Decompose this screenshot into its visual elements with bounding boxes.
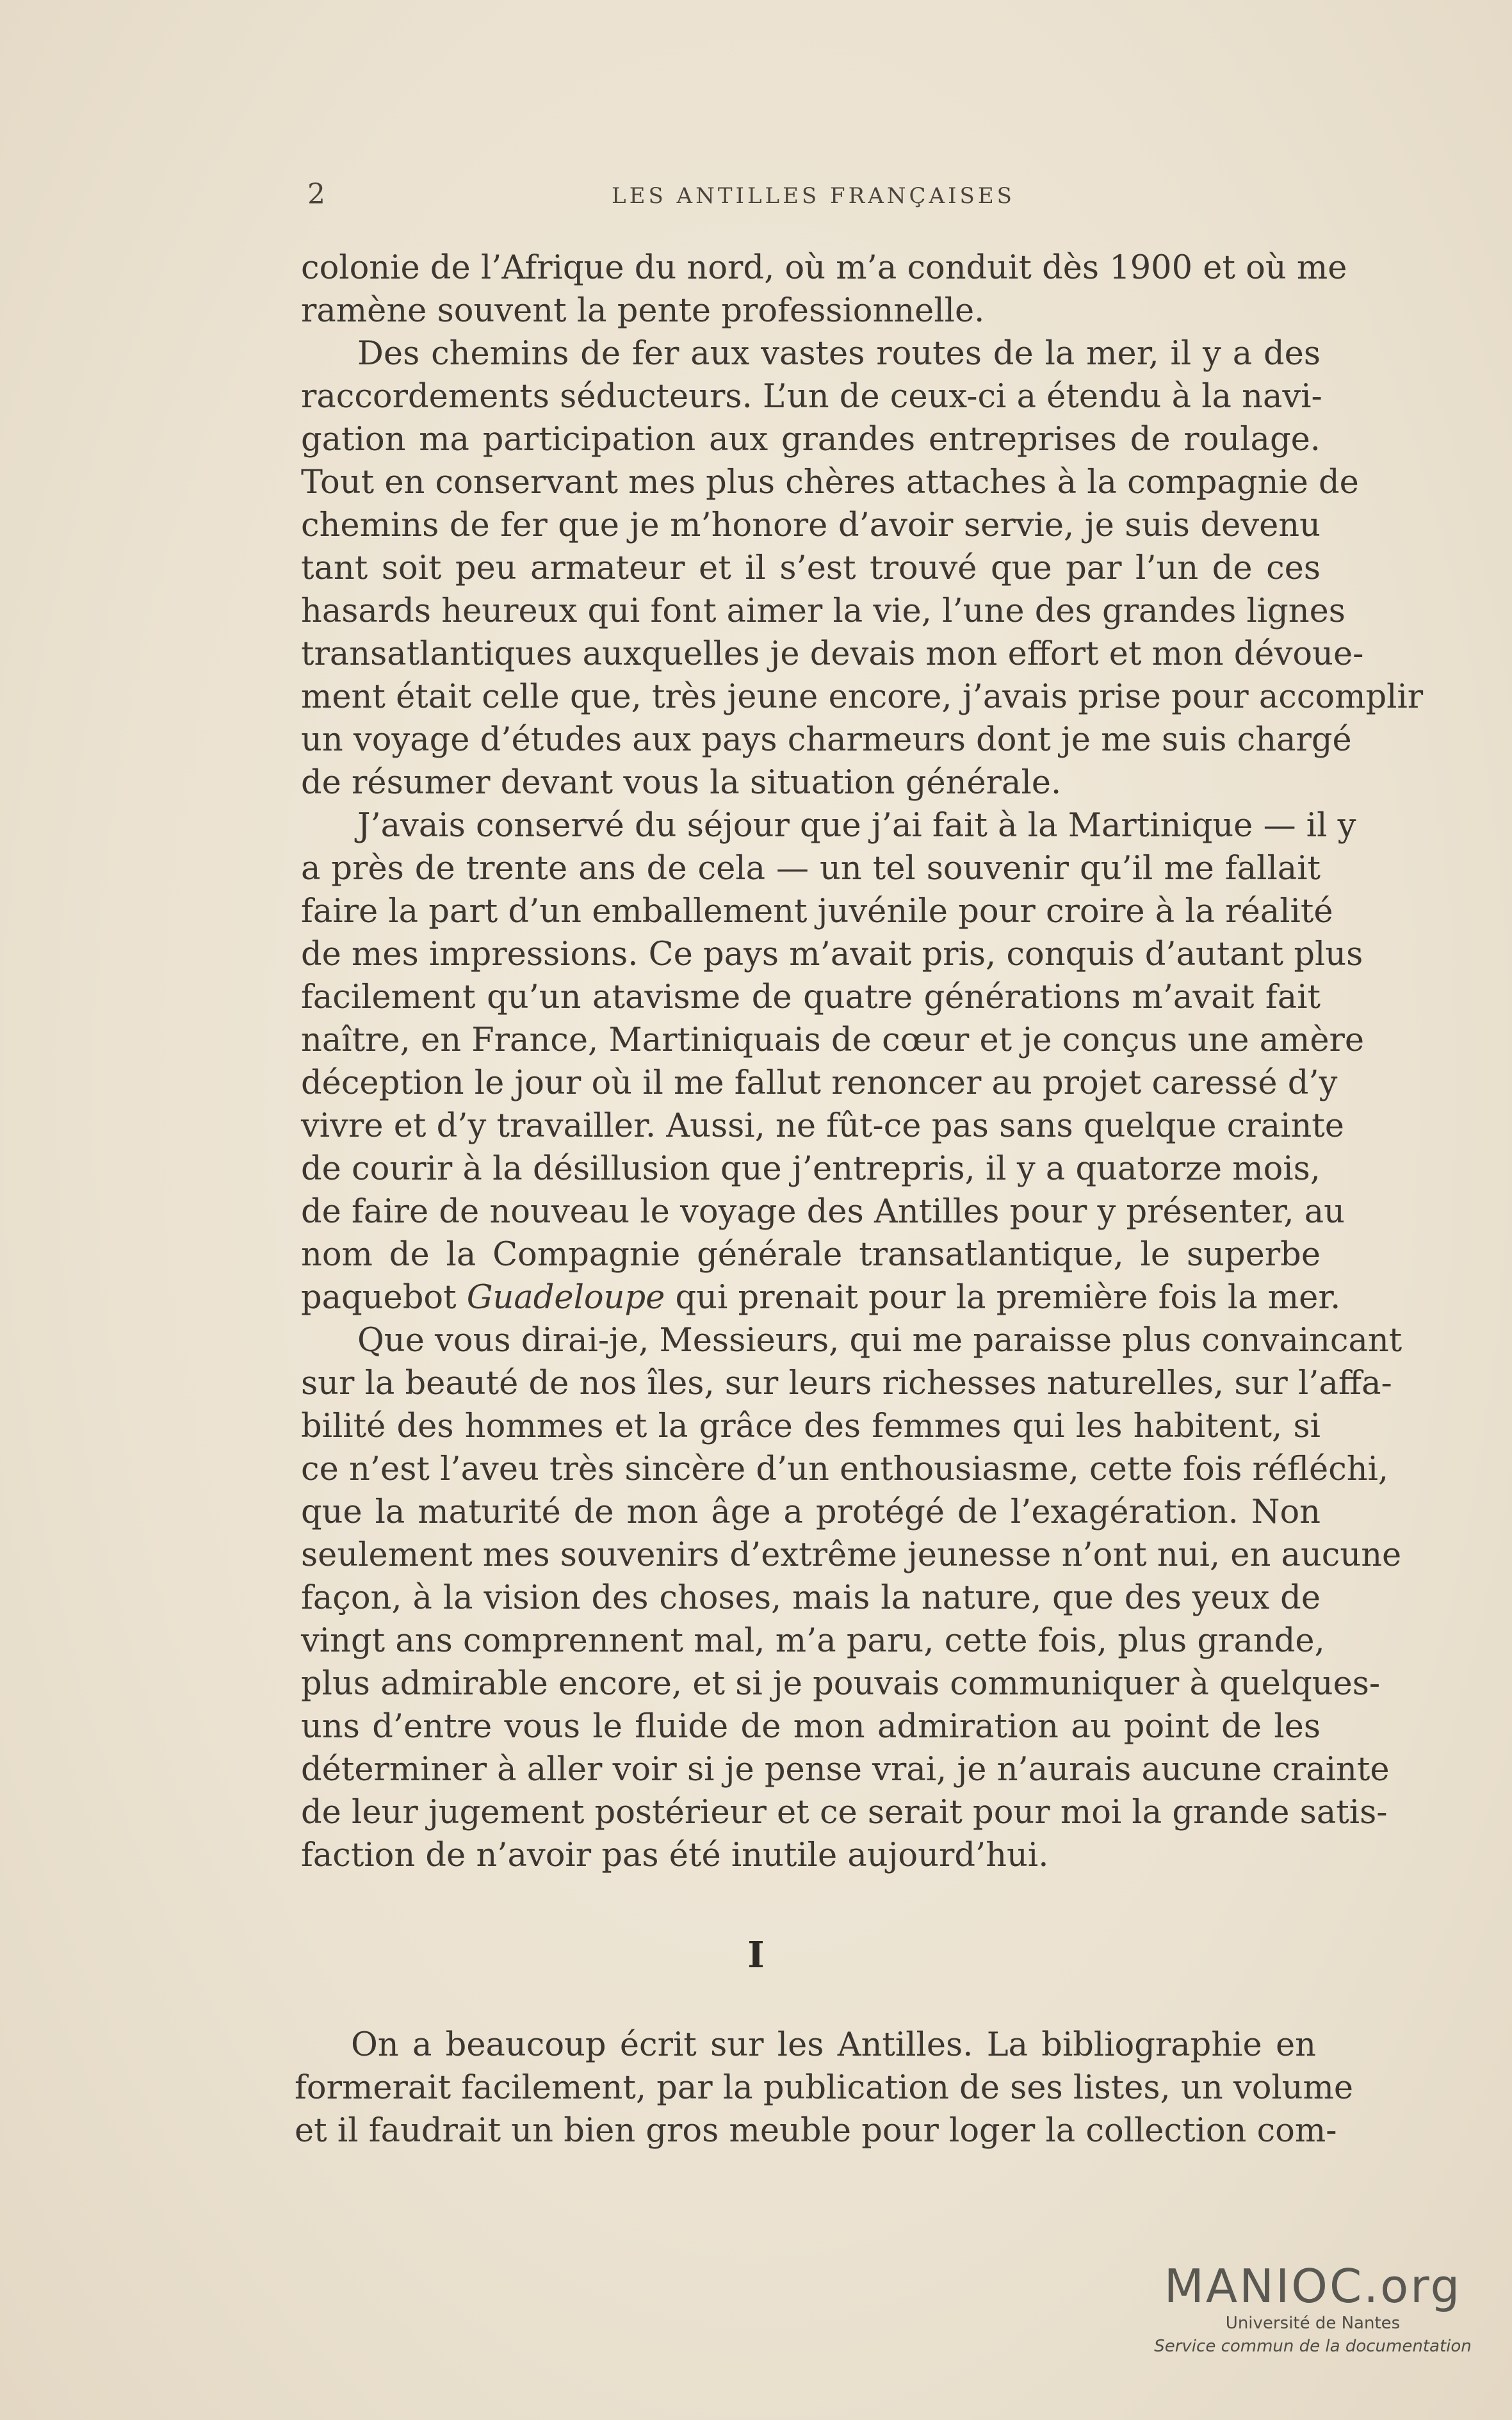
text-segment: paquebot: [301, 1279, 457, 1317]
text-line: façon, à la vision des choses, mais la nature, que des yeux de: [301, 1579, 1321, 1617]
text-line: plus admirable encore, et si je pouvais communiquer à quelques-: [301, 1665, 1381, 1703]
text-line: ment était celle que, très jeune encore, j’avais prise pour accomplir: [301, 678, 1424, 716]
text-line: et il faudrait un bien gros meuble pour loger la collection com-: [295, 2112, 1337, 2150]
section-heading: I: [747, 1934, 765, 1976]
text-line: nom de la Compagnie générale transatlantique, le superbe: [301, 1236, 1321, 1274]
text-line: de mes impressions. Ce pays m’avait pris, conquis d’autant plus: [301, 936, 1363, 973]
text-line: formerait facilement, par la publication de ses listes, un volume: [295, 2069, 1354, 2107]
text-line: ce n’est l’aveu très sincère d’un enthousiasme, cette fois réfléchi,: [301, 1450, 1389, 1488]
page-header: [307, 178, 1319, 210]
text-line: tant soit peu armateur et il s’est trouvé que par l’un de ces: [301, 549, 1321, 587]
text-line: que la maturité de mon âge a protégé de l’exagération. Non: [301, 1493, 1321, 1531]
text-line: chemins de fer que je m’honore d’avoir servie, je suis devenu: [301, 507, 1321, 544]
text-line: un voyage d’études aux pays charmeurs dont je me suis chargé: [301, 721, 1352, 759]
text-line: hasards heureux qui font aimer la vie, l’une des grandes lignes: [301, 592, 1345, 630]
text-line: gation ma participation aux grandes entreprises de roulage.: [301, 421, 1321, 459]
page-number: 2: [307, 178, 325, 211]
logo-wordmark: MANIOC.org: [1164, 2259, 1462, 2313]
text-line: déception le jour où il me fallut renoncer au projet caressé d’y: [301, 1064, 1338, 1102]
text-line: de courir à la désillusion que j’entrepris, il y a quatorze mois,: [301, 1150, 1321, 1188]
body-text: [301, 247, 1424, 1877]
text-line: naître, en France, Martiniquais de cœur et je conçus une amère: [301, 1021, 1365, 1059]
text-line: vivre et d’y travailler. Aussi, ne fût-ce pas sans quelque crainte: [301, 1107, 1344, 1145]
text-line: sur la beauté de nos îles, sur leurs richesses naturelles, sur l’affa-: [301, 1365, 1392, 1402]
department-name: Service commun de la documentation: [1154, 2337, 1472, 2356]
text-line: Tout en conservant mes plus chères attaches à la compagnie de: [301, 464, 1359, 501]
text-line: de résumer devant vous la situation générale.: [301, 764, 1062, 802]
text-line: [301, 1276, 1341, 1319]
text-line: de faire de nouveau le voyage des Antilles pour y présenter, au: [301, 1193, 1345, 1231]
text-line: Que vous dirai-je, Messieurs, qui me paraisse plus convaincant: [357, 1322, 1402, 1360]
text-line: On a beaucoup écrit sur les Antilles. La bibliographie en: [351, 2026, 1316, 2064]
text-line: bilité des hommes et la grâce des femmes qui les habitent, si: [301, 1408, 1321, 1445]
ship-name: Guadeloupe: [466, 1279, 665, 1317]
text-line: facilement qu’un atavisme de quatre générations m’avait fait: [301, 979, 1321, 1016]
text-line: a près de trente ans de cela — un tel souvenir qu’il me fallait: [301, 850, 1321, 888]
text-line: raccordements séducteurs. L’un de ceux-ci a étendu à la navi-: [301, 378, 1322, 416]
text-line: faire la part d’un emballement juvénile pour croire à la réalité: [301, 893, 1333, 930]
text-line: faction de n’avoir pas été inutile aujourd’hui.: [301, 1837, 1049, 1874]
text-line: déterminer à aller voir si je pense vrai, je n’aurais aucune crainte: [301, 1751, 1390, 1789]
text-line: seulement mes souvenirs d’extrême jeunesse n’ont nui, en aucune: [301, 1536, 1402, 1574]
manioc-logo: [1140, 2261, 1486, 2358]
text-line: vingt ans comprennent mal, m’a paru, cette fois, plus grande,: [301, 1622, 1325, 1660]
institution-name: Université de Nantes: [1225, 2314, 1401, 2333]
text-line: Des chemins de fer aux vastes routes de la mer, il y a des: [357, 335, 1321, 373]
text-line: de leur jugement postérieur et ce serait pour moi la grande satis-: [301, 1794, 1388, 1831]
text-line: colonie de l’Afrique du nord, où m’a conduit dès 1900 et où me: [301, 249, 1347, 287]
running-title: LES ANTILLES FRANÇAISES: [612, 183, 1015, 209]
section-text: [295, 2024, 1354, 2152]
text-line: transatlantiques auxquelles je devais mon effort et mon dévoue-: [301, 635, 1364, 673]
text-line: J’avais conservé du séjour que j’ai fait à la Martinique — il y: [357, 807, 1356, 845]
text-line: ramène souvent la pente professionnelle.: [301, 292, 985, 330]
text-segment: qui prenait pour la première fois la mer.: [675, 1279, 1341, 1317]
text-line: uns d’entre vous le fluide de mon admiration au point de les: [301, 1708, 1321, 1746]
